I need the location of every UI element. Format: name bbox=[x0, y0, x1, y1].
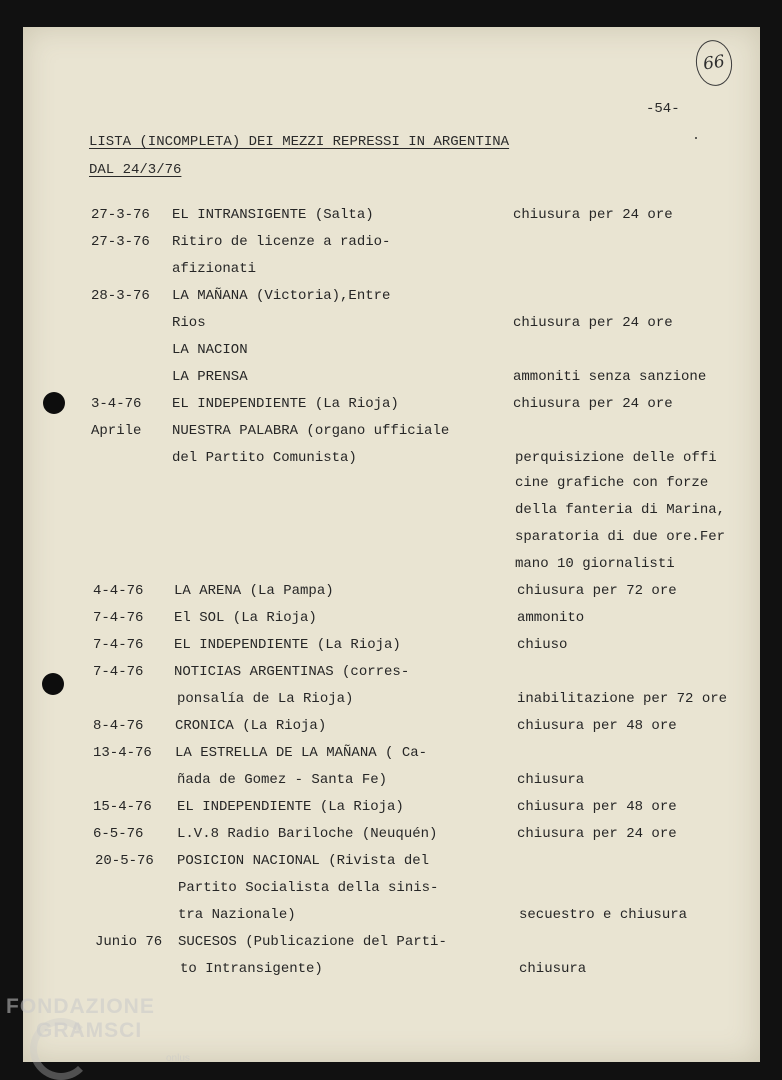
entry-measure: chiuso bbox=[517, 637, 568, 653]
entry-measure: chiusura per 24 ore bbox=[513, 396, 673, 412]
page-number: -54- bbox=[646, 101, 680, 117]
entry-medium: SUCESOS (Publicazione del Parti- bbox=[178, 934, 447, 950]
entry-date: 6-5-76 bbox=[93, 826, 144, 842]
handwritten-folio-number: 66 bbox=[693, 38, 735, 89]
document-subtitle-date: DAL 24/3/76 bbox=[89, 162, 182, 178]
entry-date: 4-4-76 bbox=[93, 583, 144, 599]
entry-medium: NUESTRA PALABRA (organo ufficiale bbox=[172, 423, 450, 439]
entry-medium: L.V.8 Radio Bariloche (Neuquén) bbox=[177, 826, 438, 842]
entry-medium: del Partito Comunista) bbox=[172, 450, 357, 466]
entry-measure: chiusura per 48 ore bbox=[517, 718, 677, 734]
entry-medium: LA PRENSA bbox=[172, 369, 248, 385]
entry-medium: Partito Socialista della sinis- bbox=[178, 880, 439, 896]
entry-medium: LA NACION bbox=[172, 342, 248, 358]
punch-hole-bottom bbox=[42, 673, 64, 695]
entry-medium: EL INTRANSIGENTE (Salta) bbox=[172, 207, 374, 223]
entry-date: 7-4-76 bbox=[93, 610, 144, 626]
entry-medium: LA ARENA (La Pampa) bbox=[174, 583, 334, 599]
entry-measure: ammoniti senza sanzione bbox=[513, 369, 707, 385]
entry-date: Aprile bbox=[91, 423, 142, 439]
entry-medium: tra Nazionale) bbox=[178, 907, 296, 923]
entry-date: 20-5-76 bbox=[95, 853, 154, 869]
entry-date: 3-4-76 bbox=[91, 396, 142, 412]
entry-medium: EL INDEPENDIENTE (La Rioja) bbox=[177, 799, 404, 815]
ink-speck bbox=[695, 137, 697, 139]
entry-measure: cine grafiche con forze bbox=[515, 475, 709, 491]
document-title: LISTA (INCOMPLETA) DEI MEZZI REPRESSI IN ARGENTINA bbox=[89, 134, 510, 150]
entry-medium: Ritiro de licenze a radio- bbox=[172, 234, 391, 250]
entry-measure: secuestro e chiusura bbox=[519, 907, 688, 923]
entry-date: Junio 76 bbox=[95, 934, 163, 950]
entry-measure: chiusura bbox=[519, 961, 587, 977]
watermark-line2: GRAMSCI bbox=[36, 1019, 143, 1042]
entry-measure: chiusura per 24 ore bbox=[517, 826, 677, 842]
entry-medium: CRONICA (La Rioja) bbox=[175, 718, 327, 734]
entry-medium: ponsalía de La Rioja) bbox=[177, 691, 354, 707]
watermark-line1: FONDAZIONE bbox=[6, 995, 155, 1018]
entry-medium: EL INDEPENDIENTE (La Rioja) bbox=[174, 637, 401, 653]
entry-medium: to Intransigente) bbox=[180, 961, 323, 977]
entry-medium: LA ESTRELLA DE LA MAÑANA ( Ca- bbox=[175, 745, 428, 761]
entry-date: 27-3-76 bbox=[91, 207, 150, 223]
watermark-fondazione-gramsci bbox=[6, 995, 190, 1064]
entry-medium: afizionati bbox=[172, 261, 257, 277]
entry-date: 15-4-76 bbox=[93, 799, 152, 815]
entry-date: 27-3-76 bbox=[91, 234, 150, 250]
punch-hole-top bbox=[43, 392, 65, 414]
entry-date: 8-4-76 bbox=[93, 718, 144, 734]
entry-medium: POSICION NACIONAL (Rivista del bbox=[177, 853, 430, 869]
entry-measure: ammonito bbox=[517, 610, 585, 626]
entry-measure: perquisizione delle offi bbox=[515, 450, 717, 466]
entry-date: 7-4-76 bbox=[93, 664, 144, 680]
entry-date: 28-3-76 bbox=[91, 288, 150, 304]
entry-measure: della fanteria di Marina, bbox=[515, 502, 726, 518]
entry-measure: mano 10 giornalisti bbox=[515, 556, 675, 572]
entry-medium: ñada de Gomez - Santa Fe) bbox=[177, 772, 388, 788]
entry-measure: chiusura per 48 ore bbox=[517, 799, 677, 815]
entry-medium: NOTICIAS ARGENTINAS (corres- bbox=[174, 664, 410, 680]
entry-medium: LA MAÑANA (Victoria),Entre bbox=[172, 288, 391, 304]
entry-date: 13-4-76 bbox=[93, 745, 152, 761]
entry-medium: EL INDEPENDIENTE (La Rioja) bbox=[172, 396, 399, 412]
entry-medium: Rios bbox=[172, 315, 206, 331]
entry-measure: chiusura per 72 ore bbox=[517, 583, 677, 599]
entry-measure: sparatoria di due ore.Fer bbox=[515, 529, 726, 545]
entry-measure: chiusura bbox=[517, 772, 585, 788]
entry-measure: chiusura per 24 ore bbox=[513, 315, 673, 331]
entry-date: 7-4-76 bbox=[93, 637, 144, 653]
watermark-line3: onlus bbox=[166, 1053, 190, 1064]
entry-measure: chiusura per 24 ore bbox=[513, 207, 673, 223]
entry-measure: inabilitazione per 72 ore bbox=[517, 691, 728, 707]
entry-medium: El SOL (La Rioja) bbox=[174, 610, 317, 626]
